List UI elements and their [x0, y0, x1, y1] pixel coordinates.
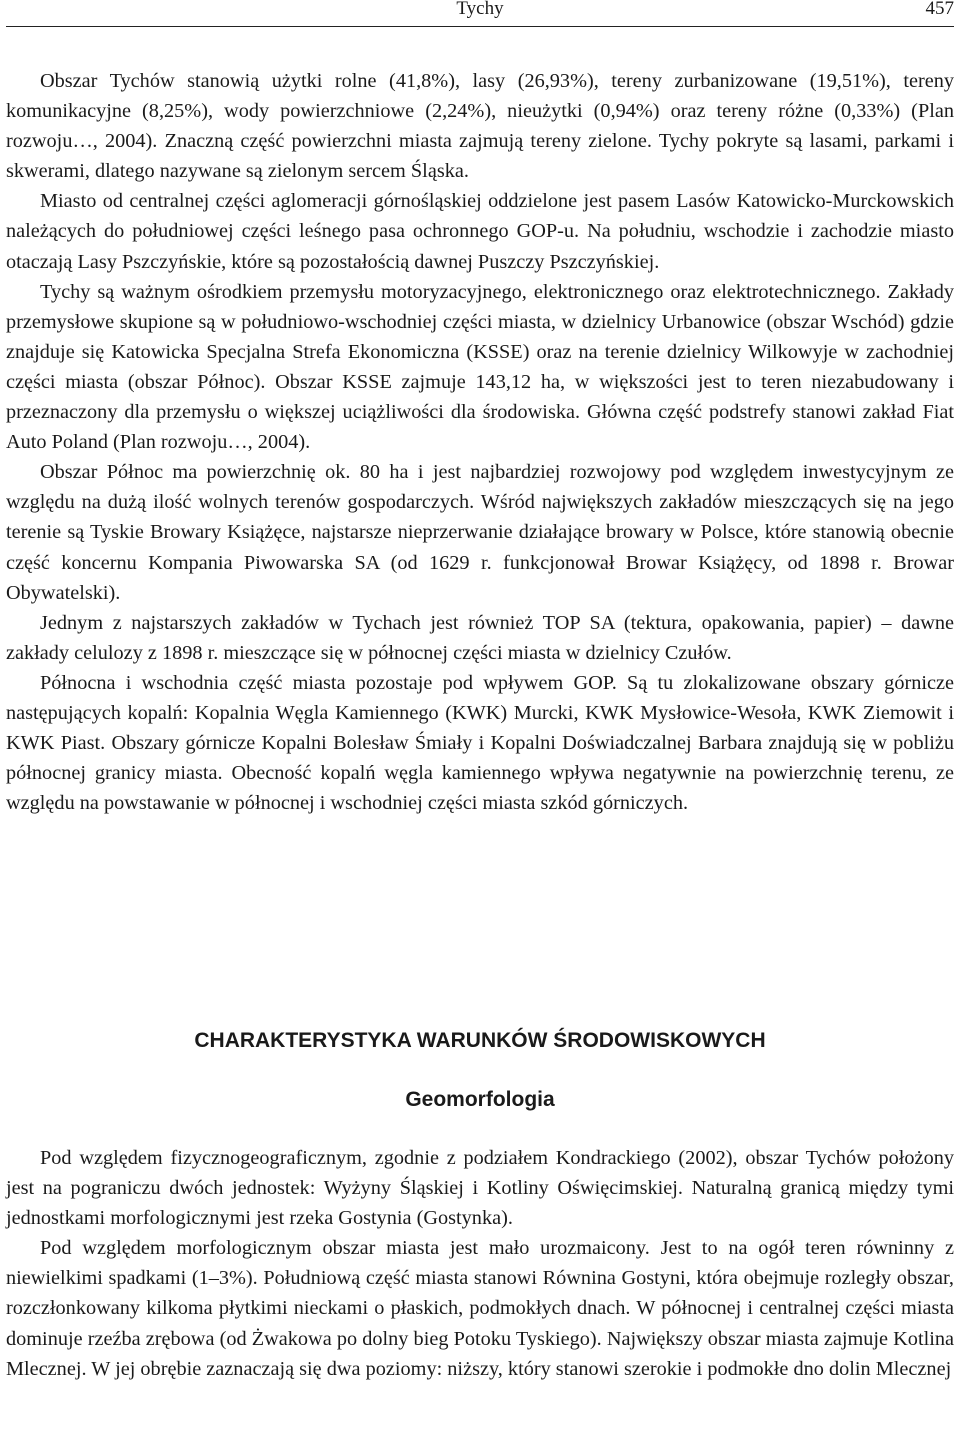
paragraph: Jednym z najstarszych zakładów w Tychach jest również TOP SA (tektura, opakowania, papier) – dawne zakłady celulozy z 1898 r. mieszczące się w północnej części miasta w dzielnicy Czułów. [6, 611, 954, 664]
running-title: Tychy [456, 0, 504, 19]
subsection-heading: Geomorfologia [405, 1088, 555, 1111]
running-header [6, 0, 954, 27]
paragraph: Obszar Północ ma powierzchnię ok. 80 ha i jest najbardziej rozwojowy pod względem inwestycyjnym ze względu na dużą ilość wolnych terenów gospodarczych. Wśród największych zakładów mieszczących się na jego terenie są Tyskie Browary Książęce, najstarsze nieprzerwanie działające browary w Polsce, które stanowią obecnie część koncernu Kompania Piwowarska SA (od 1629 r. funkcjonował Browar Książęcy, od 1898 r. Browar Obywatelski). [6, 461, 954, 604]
paragraph: Tychy są ważnym ośrodkiem przemysłu motoryzacyjnego, elektronicznego oraz elektrotechnicznego. Zakłady przemysłowe skupione są w południowo-wschodniej części miasta, w dzielnicy Urbanowice (obszar Wschód) gdzie znajduje się Katowicka Specjalna Strefa Ekonomiczna (KSSE) oraz na terenie dzielnicy Wilkowyje w zachodniej części miasta (obszar Północ). Obszar KSSE zajmuje 143,12 ha, w większości jest to teren niezabudowany i przeznaczony dla przemysłu o większej uciążliwości dla środowiska. Główna część podstrefy stanowi zakład Fiat Auto Poland (Plan rozwoju…, 2004). [6, 280, 954, 454]
paragraph: Miasto od centralnej części aglomeracji górnośląskiej oddzielone jest pasem Lasów Katowicko-Murckowskich należących do południowej części leśnego pasa ochronnego GOP-u. Na południu, wschodzie i zachodzie miasto otaczają Lasy Pszczyńskie, które są pozostałością dawnej Puszczy Pszczyńskiej. [6, 190, 954, 273]
body-text-lower [6, 1143, 954, 1384]
paragraph: Obszar Tychów stanowią użytki rolne (41,8%), lasy (26,93%), tereny zurbanizowane (19,51%), tereny komunikacyjne (8,25%), wody powierzchniowe (2,24%), nieużytki (0,94%) oraz tereny różne (0,33%) (Plan rozwoju…, 2004). Znaczną część powierzchni miasta zajmują tereny zielone. Tychy pokryte są lasami, parkami i skwerami, dlatego nazywane są zielonym sercem Śląska. [6, 70, 954, 183]
paragraph: Pod względem fizycznogeograficznym, zgodnie z podziałem Kondrackiego (2002), obszar Tychów położony jest na pograniczu dwóch jednostek: Wyżyny Śląskiej i Kotliny Oświęcimskiej. Naturalną granicą między tymi jednostkami morfologicznymi jest rzeka Gostynia (Gostynka). [6, 1147, 954, 1230]
page-number: 457 [925, 0, 954, 19]
body-text-upper [6, 66, 954, 818]
section-heading: CHARAKTERYSTYKA WARUNKÓW ŚRODOWISKOWYCH [194, 1029, 766, 1052]
paragraph: Pod względem morfologicznym obszar miasta jest mało urozmaicony. Jest to na ogół teren równinny z niewielkimi spadkami (1–3%). Południową część miasta stanowi Równina Gostyni, która obejmuje rozległy obszar, rozczłonkowany kilkoma płytkimi nieckami o płaskich, podmokłych dnach. W północnej i centralnej części miasta dominuje rzeźba zrębowa (od Żwakowa po dolny bieg Potoku Tyskiego). Największy obszar miasta zajmuje Kotlina Mlecznej. W jej obrębie zaznaczają się dwa poziomy: niższy, który stanowi szerokie i podmokłe dno dolin Mlecznej [6, 1237, 954, 1380]
paragraph: Północna i wschodnia część miasta pozostaje pod wpływem GOP. Są tu zlokalizowane obszary górnicze następujących kopalń: Kopalnia Węgla Kamiennego (KWK) Murcki, KWK Mysłowice-Wesoła, KWK Ziemowit i KWK Piast. Obszary górnicze Kopalni Bolesław Śmiały i Kopalni Doświadczalnej Barbara znajdują się w pobliżu północnej granicy miasta. Obecność kopalń węgla kamiennego wpływa negatywnie na powierzchnię terenu, ze względu na powstawanie w północnej i wschodniej części miasta szkód górniczych. [6, 671, 954, 815]
